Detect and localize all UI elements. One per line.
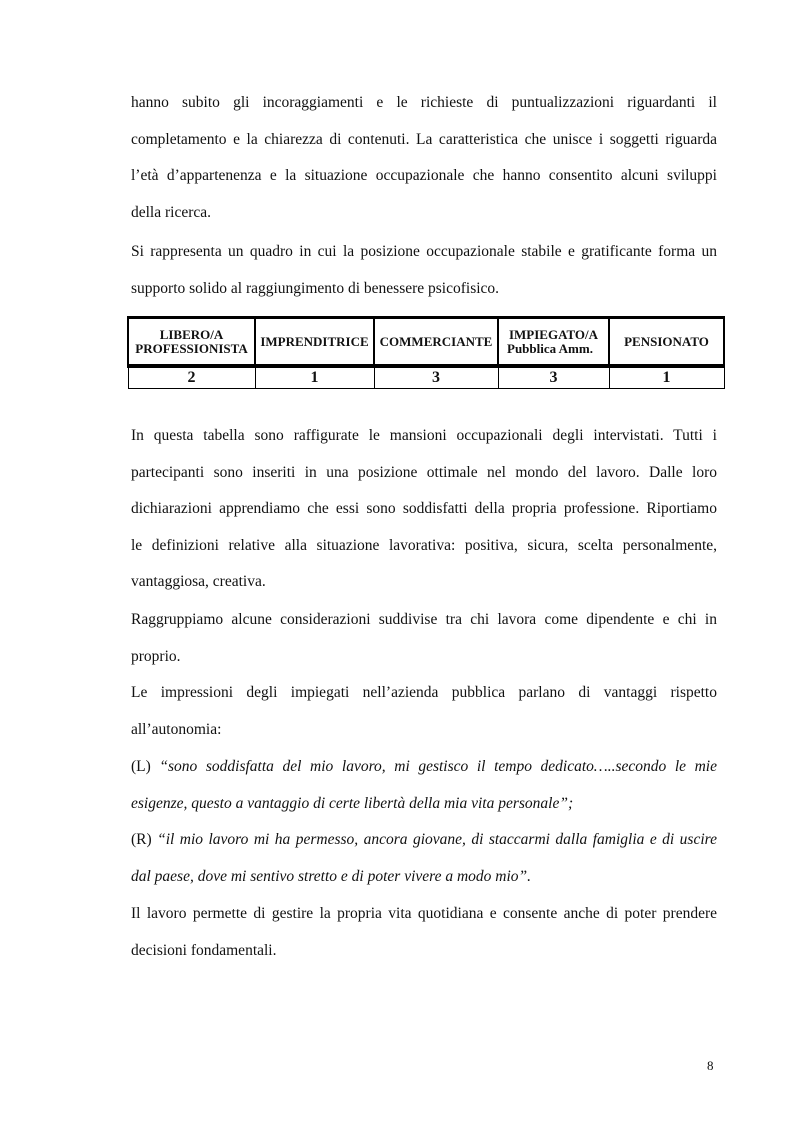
occupation-table [127, 316, 725, 389]
table-row [128, 366, 724, 389]
quadro-paragraph [131, 234, 717, 307]
header-commerciante [374, 318, 498, 367]
raggruppiamo-paragraph [131, 602, 717, 675]
quote-label: (R) [131, 831, 158, 848]
table-cell: 3 [374, 366, 498, 389]
quote-text: “il mio lavoro mi ha permesso, ancora giovane, di staccarmi dalla famiglia e di uscire [157, 831, 717, 848]
header-line: IMPRENDITRICE [260, 333, 369, 349]
table-header-row [128, 318, 724, 367]
text-line: supporto solido al raggiungimento di benessere psicofisico. [131, 279, 500, 297]
text-line: le definizioni relative alla situazione lavorativa: positiva, sicura, scelta personalmente, [131, 536, 717, 554]
header-line: IMPIEGATO/A [508, 326, 599, 342]
table-cell: 2 [128, 366, 255, 389]
text-line: completamento e la chiarezza di contenuti. La caratteristica che unisce i soggetti riguarda [131, 130, 717, 148]
text-line: Le impressioni degli impiegati nell’azienda pubblica parlano di vantaggi rispetto [131, 684, 717, 701]
text-line: decisioni fondamentali. [131, 941, 277, 959]
text-line [131, 749, 717, 786]
page-number: 8 [707, 1058, 714, 1073]
quote-l-paragraph [131, 749, 717, 822]
tabella-paragraph [131, 418, 717, 601]
text-line: dichiarazioni apprendiamo che essi sono soddisfatti della propria professione. Riportiamo [131, 500, 717, 517]
intro-paragraph [131, 85, 717, 231]
text-line [131, 822, 717, 859]
lavoro-paragraph [131, 896, 717, 969]
header-line: COMMERCIANTE [379, 333, 493, 349]
quote-text: “sono soddisfatta del mio lavoro, mi gestisco il tempo dedicato…..secondo le mie [159, 758, 717, 775]
header-imprenditrice [255, 318, 374, 367]
text-line: vantaggiosa, creativa. [131, 573, 266, 590]
header-line: PROFESSIONISTA [135, 340, 248, 356]
text-line: Il lavoro permette di gestire la propria vita quotidiana e consente anche di poter prendere [131, 905, 717, 922]
text-line: In questa tabella sono raffigurate le mansioni occupazionali degli intervistati. Tutti i [131, 427, 717, 444]
header-line: PENSIONATO [624, 333, 709, 349]
text-line: Si rappresenta un quadro in cui la posizione occupazionale stabile e gratificante forma un [131, 243, 717, 260]
header-line: LIBERO/A [159, 326, 224, 342]
header-line: Pubblica Amm. [507, 340, 593, 356]
table-cell: 3 [498, 366, 609, 389]
text-line: dal paese, dove mi sentivo stretto e di poter vivere a modo mio”. [131, 867, 532, 885]
header-libero-professionista [128, 318, 255, 367]
text-line: partecipanti sono inseriti in una posizione ottimale nel mondo del lavoro. Dalle loro [131, 463, 717, 481]
header-impiegato [498, 318, 609, 367]
quote-label: (L) [131, 758, 160, 775]
quote-r-paragraph [131, 822, 717, 895]
header-pensionato [609, 318, 724, 367]
text-line: proprio. [131, 647, 181, 665]
text-line: hanno subito gli incoraggiamenti e le richieste di puntualizzazioni riguardanti il [131, 94, 717, 111]
text-line: all’autonomia: [131, 720, 222, 738]
text-line: l’età d’appartenenza e la situazione occupazionale che hanno consentito alcuni sviluppi [131, 167, 717, 184]
text-line: Raggruppiamo alcune considerazioni suddivise tra chi lavora come dipendente e chi in [131, 611, 717, 628]
table-cell: 1 [609, 366, 724, 389]
text-line: esigenze, questo a vantaggio di certe libertà della mia vita personale”; [131, 794, 574, 812]
impressioni-paragraph [131, 675, 717, 748]
table-cell: 1 [255, 366, 374, 389]
text-line: della ricerca. [131, 203, 212, 221]
